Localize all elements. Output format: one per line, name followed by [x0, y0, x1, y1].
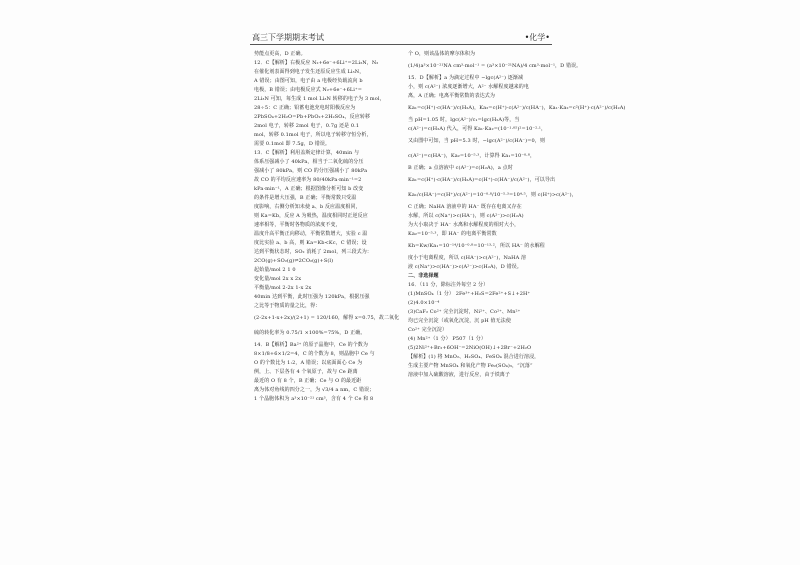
- text-line: (3)CaF₂ Co²⁺ 完全沉淀时，Ni²⁺、Co²⁺、Mn²⁺: [408, 309, 521, 315]
- text-line: (4) Mn²⁺（1 分） P507（1 分）: [408, 336, 486, 342]
- text-line: 在催化剂表面得到电子发生还原反应生成 Li₃N，: [254, 69, 365, 75]
- text-line: 28÷5：C 正确；铅蓄电池充电时阳极反应为: [254, 105, 356, 111]
- text-line: 起始量/mol 2 1 0: [254, 267, 296, 273]
- text-line: (1/4)a³×10⁻²¹NA cm³·mol⁻¹ = (a³×10⁻²¹NA)/4 cm³·mol⁻¹，D 错误。: [408, 63, 582, 69]
- text-line: 温度升高平衡正向移动，平衡常数增大，实验 c 温: [254, 231, 368, 237]
- text-line: B 正确；a 点溶液中 c(A²⁻)=c(H₂A)，a 点时: [408, 165, 513, 171]
- text-line: 离，A 正确；电离平衡常数的表达式为: [408, 93, 496, 99]
- text-line: 势能点更高，D 正确。: [254, 51, 306, 57]
- text-line: Ka₁/c(HA⁻)=c(H⁺)/c(A²⁻)=10⁻⁰·⁸/10⁻⁵·³=10⁴·⁵，则 c(H⁺)>c(A²⁻)，: [408, 192, 577, 198]
- text-line: Kh=Kw/Ka₁=10⁻¹⁴/10⁻⁰·⁸=10⁻¹³·²，所以 HA⁻ 的水解程: [408, 243, 545, 249]
- text-line: 故 CO 的平均反应速率为 80/40kPa·min⁻¹=2: [254, 177, 362, 183]
- text-line: (2)4.0×10⁻⁴: [408, 300, 440, 306]
- text-line: (1)MnSO₄（1 分） 2Fe³⁺+H₂S=2Fe²⁺+S↓+2H⁺: [408, 291, 531, 297]
- text-line: 16．（11 分，除标注外每空 2 分）: [408, 282, 489, 288]
- text-line: 14．B【解析】Ba²⁺ 的原子晶胞中，Ce 的个数为: [254, 342, 369, 348]
- text-line: (5)2Ni²⁺+Br₂+6OH⁻=2NiO(OH)↓+2Br⁻+2H₂O: [408, 345, 532, 351]
- text-line: 2Li₃N 可知，每生成 1 mol Li₃N 转移的电子为 3 mol，: [254, 96, 385, 102]
- right-text-column: [408, 50, 626, 380]
- exam-title: 高三下学期期末考试: [252, 33, 324, 42]
- text-line: 强减小了 80kPa，则 CO 的分压强减小了 80kPa: [254, 168, 368, 174]
- text-line: 2CO(g)+SO₂(g)⇌2CO₂(g)+S(l): [254, 258, 334, 264]
- text-line: (2-2x+1-x+2x)/(2+1) = 120/160，解得 x=0.75，故二氧化: [254, 315, 400, 321]
- text-line: mol，转移 0.1mol 电子，所以电子转移守恒分析，: [254, 132, 372, 138]
- text-line: 二、非选择题: [408, 273, 439, 279]
- text-line: 均已完全沉淀（或氧化沉淀，沉 pH 值无法使: [408, 318, 511, 324]
- text-line: 2mol 电子，转移 2mol 电子，0.7g 还是 0.1: [254, 123, 360, 129]
- text-line: 【解析】(1) 将 MnO₂、H₂SO₄、FeSO₄ 混合进行溶浸，: [408, 354, 540, 360]
- text-line: 又由图中可知，当 pH=5.3 时，−lgc(A²⁻)/c(HA⁻)=0，则: [408, 138, 545, 144]
- text-line: 1 个晶胞体积为 a³×10⁻²¹ cm³，含有 4 个 Ce 和 8: [254, 396, 374, 402]
- text-line: 个 O，则该晶体的摩尔体积为: [408, 51, 476, 57]
- text-line: 度比实验 a、b 高，则 Ka=Kb<Kc，C 错误；设: [254, 240, 367, 246]
- text-line: O 的个数比为 1:2，A 错误；以底面面心 Ce 为: [254, 360, 363, 366]
- text-line: 8×1/8+6×1/2=4，C 的个数为 8，则晶胞中 Ce 与: [254, 351, 375, 357]
- text-line: Co²⁺ 完全沉淀）: [408, 327, 448, 333]
- text-line: 硫的转化率为 0.75/1 ×100%=75%，D 正确。: [254, 330, 366, 336]
- text-line: 变化量/mol 2x x 2x: [254, 276, 302, 282]
- text-line: Ka₁=c(H⁺)·c(HA⁻)/c(H₂A)=c(H⁺)·c(HA⁻)/c(A²⁻)，可以导出: [408, 177, 556, 183]
- text-line: 体系压强减小了 40kPa，相当于二氧化硫的分压: [254, 159, 364, 165]
- text-line: 需要 0.1mol 即 7.5g，D 错误。: [254, 141, 331, 147]
- text-line: kPa·min⁻¹，A 正确；根据图像分析可知 b 改变: [254, 186, 364, 192]
- text-line: A 错误；由图可知，电子由 a 电极经负载流向 b: [254, 78, 363, 84]
- text-line: c(A²⁻)=c(HA⁻)，Ka₂=10⁻⁵·³，计算得 Ka₁=10⁻⁰·⁸，: [408, 153, 536, 159]
- text-line: 之比等于物质的量之比，得：: [254, 303, 321, 309]
- text-line: 度小于电离程度，所以 c(HA⁻)>c(A²⁻)，NaHA 溶: [408, 255, 527, 261]
- text-line: Ka₂=10⁻⁵·³，即 HA⁻ 的电离平衡常数: [408, 231, 497, 237]
- text-line: 为大小取决于 HA⁻ 水离和水解程度的相对大小，: [408, 222, 520, 228]
- text-line: 13．C【解析】利用盖斯定律计算，40min 与: [254, 150, 360, 156]
- text-line: 平衡量/mol 2-2x 1-x 2x: [254, 285, 312, 291]
- text-line: 则 Ka=Kb，反应 A 为吸热，温度相同时正逆反应: [254, 213, 368, 219]
- text-line: 速率相等，平衡时各物质的浓度不变，: [254, 222, 341, 228]
- text-line: 离为体对角线的四分之一，为 √3/4 a nm，C 错误；: [254, 387, 375, 393]
- subject-label: •化学•: [524, 33, 550, 42]
- text-line: 的条件是增大压强，B 正确；平衡常数只受温: [254, 195, 357, 201]
- text-line: 2PbSO₄+2H₂O=Pb+PbO₂+2H₂SO₄，反应转移: [254, 114, 371, 120]
- text-line: 当 pH=1.05 时，lgc(A²⁻)/c₁=lgc(H₂A)等，当: [408, 117, 520, 123]
- text-line: 水解，所以 c(Na⁺)>c(HA⁻)，则 c(A²⁻)>c(H₂A): [408, 213, 524, 219]
- text-line: 最近的 O 有 8 个，B 正确；Ce 与 O 的最近距: [254, 378, 362, 384]
- left-text-column: [254, 50, 400, 404]
- text-line: 15．D【解析】a 为滴定过程中 −lgc(A²⁻) 逐渐减: [408, 75, 524, 81]
- text-line: 度影响，右侧分析知未使 a、b 反应温度相同，: [254, 204, 361, 210]
- text-line: 小，则 c(A²⁻) 浓度逐渐增大，A²⁻ 水解程度越来的电: [408, 84, 529, 90]
- text-line: 40min 达到平衡，此时压强为 120kPa，根据压强: [254, 294, 370, 300]
- text-line: 液 c(Na⁺)>c(HA⁻)>c(A²⁻)>c(H₂A)，D 错误。: [408, 264, 522, 270]
- text-line: 达到平衡状态时，SO₂ 消耗了 2mol，列三段式为：: [254, 249, 372, 255]
- text-line: c(A²⁻)=c(H₂A) 代入，可得 Ka₁·Ka₂=(10⁻¹·⁰⁵)²=10⁻²·¹，: [408, 126, 547, 132]
- page-header: [250, 30, 552, 45]
- text-line: 12．C【解析】右极反应 N₂+6e⁻+6Li⁺=2Li₃N，N₂: [254, 60, 379, 66]
- text-line: 生成主要产物 MnSO₄ 和氧化产物 Fe₂(SO₄)₃，“沉落”: [408, 363, 533, 369]
- text-line: C 正确；NaHA 溶液中的 HA⁻ 既存在电离又存在: [408, 204, 522, 210]
- text-line: Ka₁=c(H⁺)·c(HA⁻)/c(H₂A)，Ka₂=c(H⁺)·c(A²⁻)/c(HA⁻)，Ka₁·Ka₂=c²(H⁺)·c(A²⁻)/c(H₂A): [408, 105, 626, 111]
- text-line: 溶液中加入硫酸溶液，进行反应，由于铁离子: [408, 372, 511, 378]
- text-line: 电极，B 错误；由电极反应式 N₂+6e⁻+6Li⁺=: [254, 87, 363, 93]
- text-line: 例，上、下层各有 4 个氧原子，故与 Ce 距离: [254, 369, 358, 375]
